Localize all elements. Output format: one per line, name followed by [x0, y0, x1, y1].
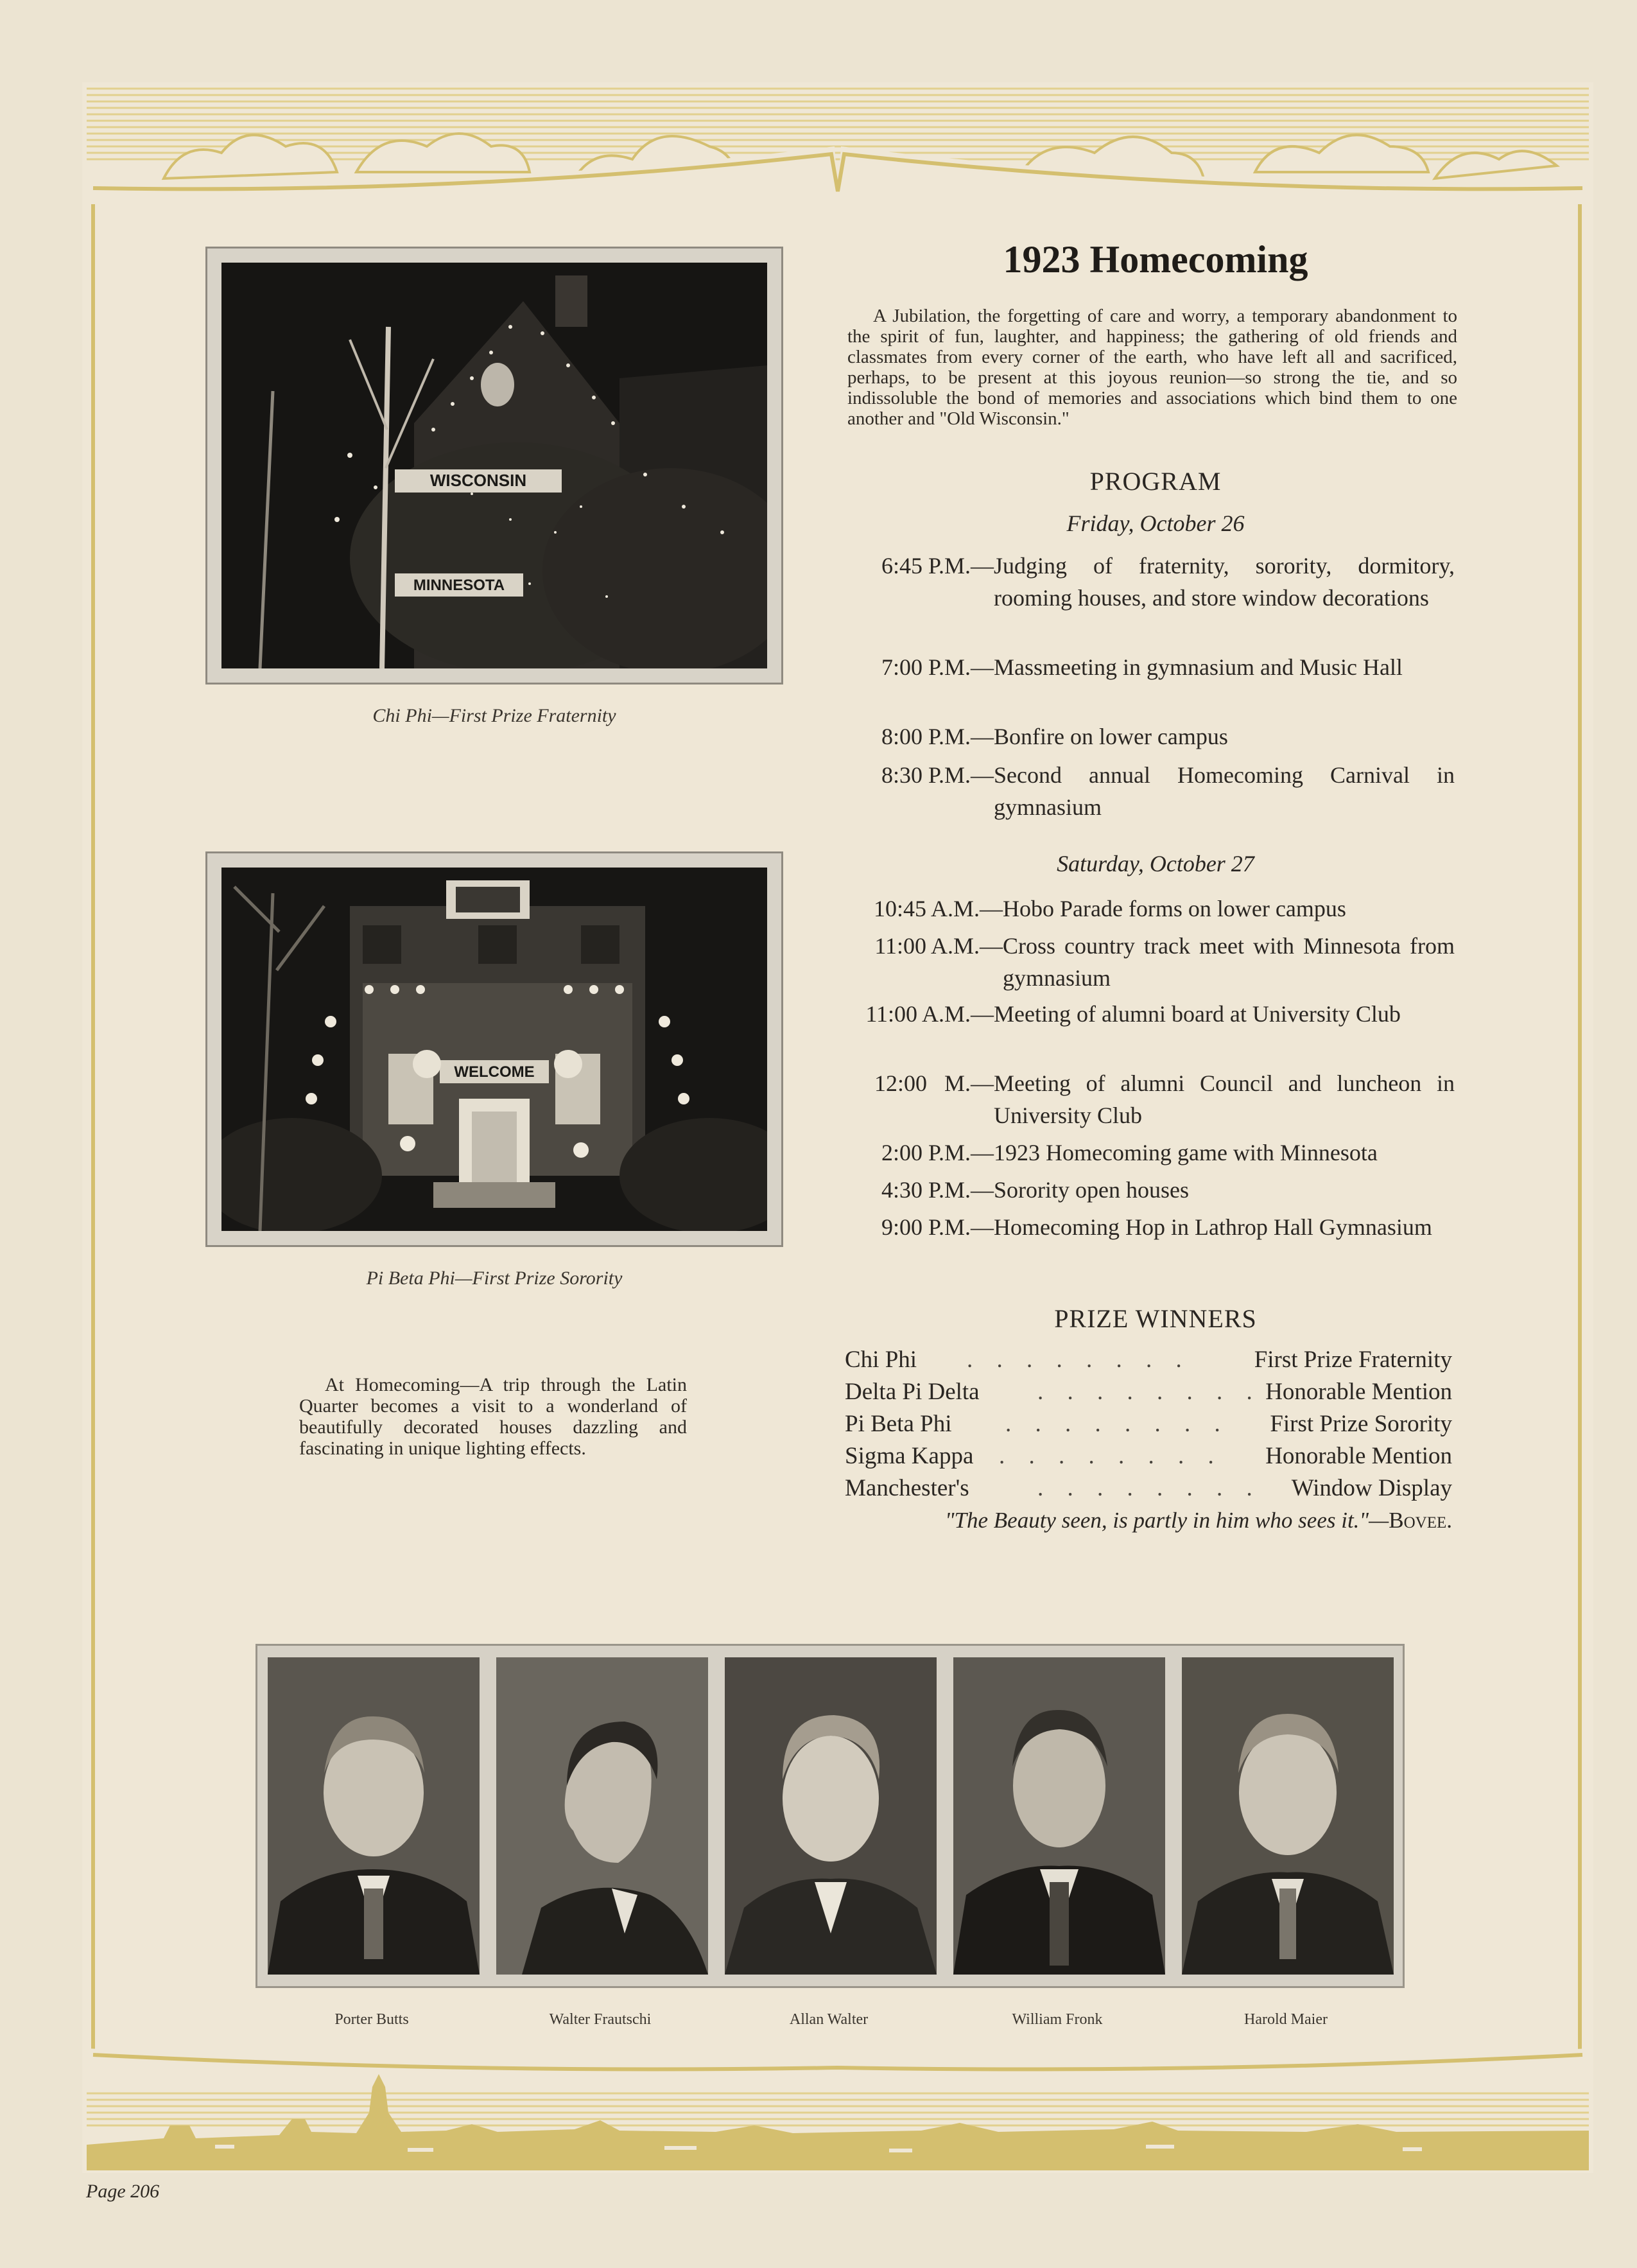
closing-quote — [835, 1508, 1452, 1533]
program-time: 12:00 M.— — [874, 1070, 994, 1096]
prize-award: First Prize Sorority — [1270, 1411, 1452, 1437]
portrait-name: Porter Butts — [334, 2011, 409, 2028]
prize-name: Delta Pi Delta — [845, 1379, 980, 1405]
program-item — [845, 720, 1455, 753]
program-time: 4:30 P.M.— — [881, 1177, 994, 1203]
prize-award: Window Display — [1291, 1475, 1452, 1501]
program-item — [845, 1174, 1455, 1206]
program-desc: Meeting of alumni board at University Club — [994, 1001, 1401, 1027]
top-cloud-band — [87, 82, 1589, 204]
prize-dots: . . . . . . . . — [999, 1443, 1223, 1469]
program-desc: Sorority open houses — [994, 1177, 1189, 1203]
portrait-photo — [1182, 1657, 1394, 1975]
program-item — [845, 550, 1455, 646]
pi-beta-phi-caption: Pi Beta Phi—First Prize Sorority — [366, 1268, 623, 1289]
program-desc: Cross country track meet with Minnesota from gymnasium — [1003, 933, 1455, 991]
page-number: Page 206 — [86, 2181, 160, 2202]
saturday-heading: Saturday, October 27 — [1057, 851, 1254, 877]
program-time: 2:00 P.M.— — [881, 1140, 994, 1165]
prize-row — [845, 1378, 1452, 1410]
program-item — [845, 998, 1455, 1062]
program-heading: PROGRAM — [1089, 467, 1222, 496]
program-item — [845, 1211, 1455, 1275]
friday-heading: Friday, October 26 — [1066, 510, 1245, 536]
side-note: At Homecoming—A trip through the Latin Quarter becomes a visit to a wonderland of beautifully decorated houses dazzling and fascinating in unique lighting effects. — [299, 1374, 687, 1459]
program-item — [845, 651, 1455, 715]
program-time: 7:00 P.M.— — [881, 654, 994, 680]
program-desc: Hobo Parade forms on lower campus — [1003, 896, 1346, 921]
bottom-skyline-band — [87, 2048, 1589, 2170]
chi-phi-photo — [205, 247, 783, 685]
prize-dots: . . . . . . . . — [1005, 1411, 1229, 1437]
program-desc: Bonfire on lower campus — [994, 724, 1228, 749]
prize-row — [845, 1474, 1452, 1506]
quote-author: Bovee. — [1389, 1508, 1452, 1533]
program-item — [845, 1137, 1455, 1169]
prize-name: Pi Beta Phi — [845, 1411, 952, 1437]
chi-phi-sign-upper: WISCONSIN — [429, 471, 527, 490]
program-time: 11:00 A.M.— — [865, 1001, 994, 1027]
prize-name: Sigma Kappa — [845, 1443, 974, 1469]
program-desc: 1923 Homecoming game with Minnesota — [994, 1140, 1378, 1165]
portrait-name: Walter Frautschi — [549, 2011, 652, 2028]
prize-row — [845, 1346, 1452, 1378]
pi-beta-phi-sign: WELCOME — [454, 1063, 535, 1081]
intro-paragraph: A Jubilation, the forgetting of care and worry, a temporary abandonment to the spirit of fun, laughter, and happiness; the gathering of old friends and classmates from every corner of the earth, who have left all and sacrificed, perhaps, to be present at this joyous reunion—so strong the tie, and so indissoluble the bond of memories and associations which bind them to one another and "Old Wisconsin." — [847, 306, 1457, 429]
prize-row — [845, 1442, 1452, 1474]
portrait-name: Allan Walter — [789, 2011, 869, 2028]
portrait-strip — [256, 1644, 1405, 1988]
prize-dots: . . . . . . . . — [967, 1347, 1191, 1373]
portrait-photo — [725, 1657, 937, 1975]
portrait-name: William Fronk — [1012, 2011, 1103, 2028]
pi-beta-phi-photo — [205, 851, 783, 1247]
portrait-photo — [496, 1657, 708, 1975]
program-item — [845, 759, 1455, 823]
program-time: 11:00 A.M.— — [874, 933, 1003, 959]
prize-name: Chi Phi — [845, 1347, 917, 1373]
program-desc: Judging of fraternity, sorority, dormitory, rooming houses, and store window decorations — [994, 553, 1455, 611]
portrait-photo — [268, 1657, 480, 1975]
chi-phi-sign-lower: MINNESOTA — [413, 577, 505, 594]
prize-dots: . . . . . . . . — [1037, 1379, 1261, 1405]
program-item — [845, 893, 1455, 925]
program-desc: Homecoming Hop in Lathrop Hall Gymnasium — [994, 1214, 1432, 1240]
prize-award: Honorable Mention — [1265, 1379, 1452, 1405]
program-item — [845, 1067, 1455, 1131]
prize-award: First Prize Fraternity — [1254, 1347, 1452, 1373]
prize-name: Manchester's — [845, 1475, 969, 1501]
prize-row — [845, 1410, 1452, 1442]
program-time: 8:30 P.M.— — [881, 762, 994, 788]
program-time: 8:00 P.M.— — [881, 724, 994, 749]
program-desc: Meeting of alumni Council and luncheon in University Club — [994, 1070, 1455, 1128]
program-item — [845, 930, 1455, 994]
prize-dots: . . . . . . . . — [1037, 1475, 1261, 1501]
program-desc: Massmeeting in gymnasium and Music Hall — [994, 654, 1403, 680]
page-title: 1923 Homecoming — [1003, 238, 1308, 281]
chi-phi-caption: Chi Phi—First Prize Fraternity — [372, 705, 616, 726]
prize-award: Honorable Mention — [1265, 1443, 1452, 1469]
program-time: 9:00 P.M.— — [881, 1214, 994, 1240]
quote-text: "The Beauty seen, is partly in him who sees it."— — [944, 1508, 1389, 1533]
portrait-name: Harold Maier — [1244, 2011, 1328, 2028]
prize-winners-heading: PRIZE WINNERS — [1054, 1304, 1257, 1333]
program-time: 10:45 A.M.— — [873, 896, 1003, 921]
program-time: 6:45 P.M.— — [881, 553, 994, 579]
portrait-photo — [953, 1657, 1165, 1975]
program-desc: Second annual Homecoming Carnival in gymnasium — [994, 762, 1455, 820]
